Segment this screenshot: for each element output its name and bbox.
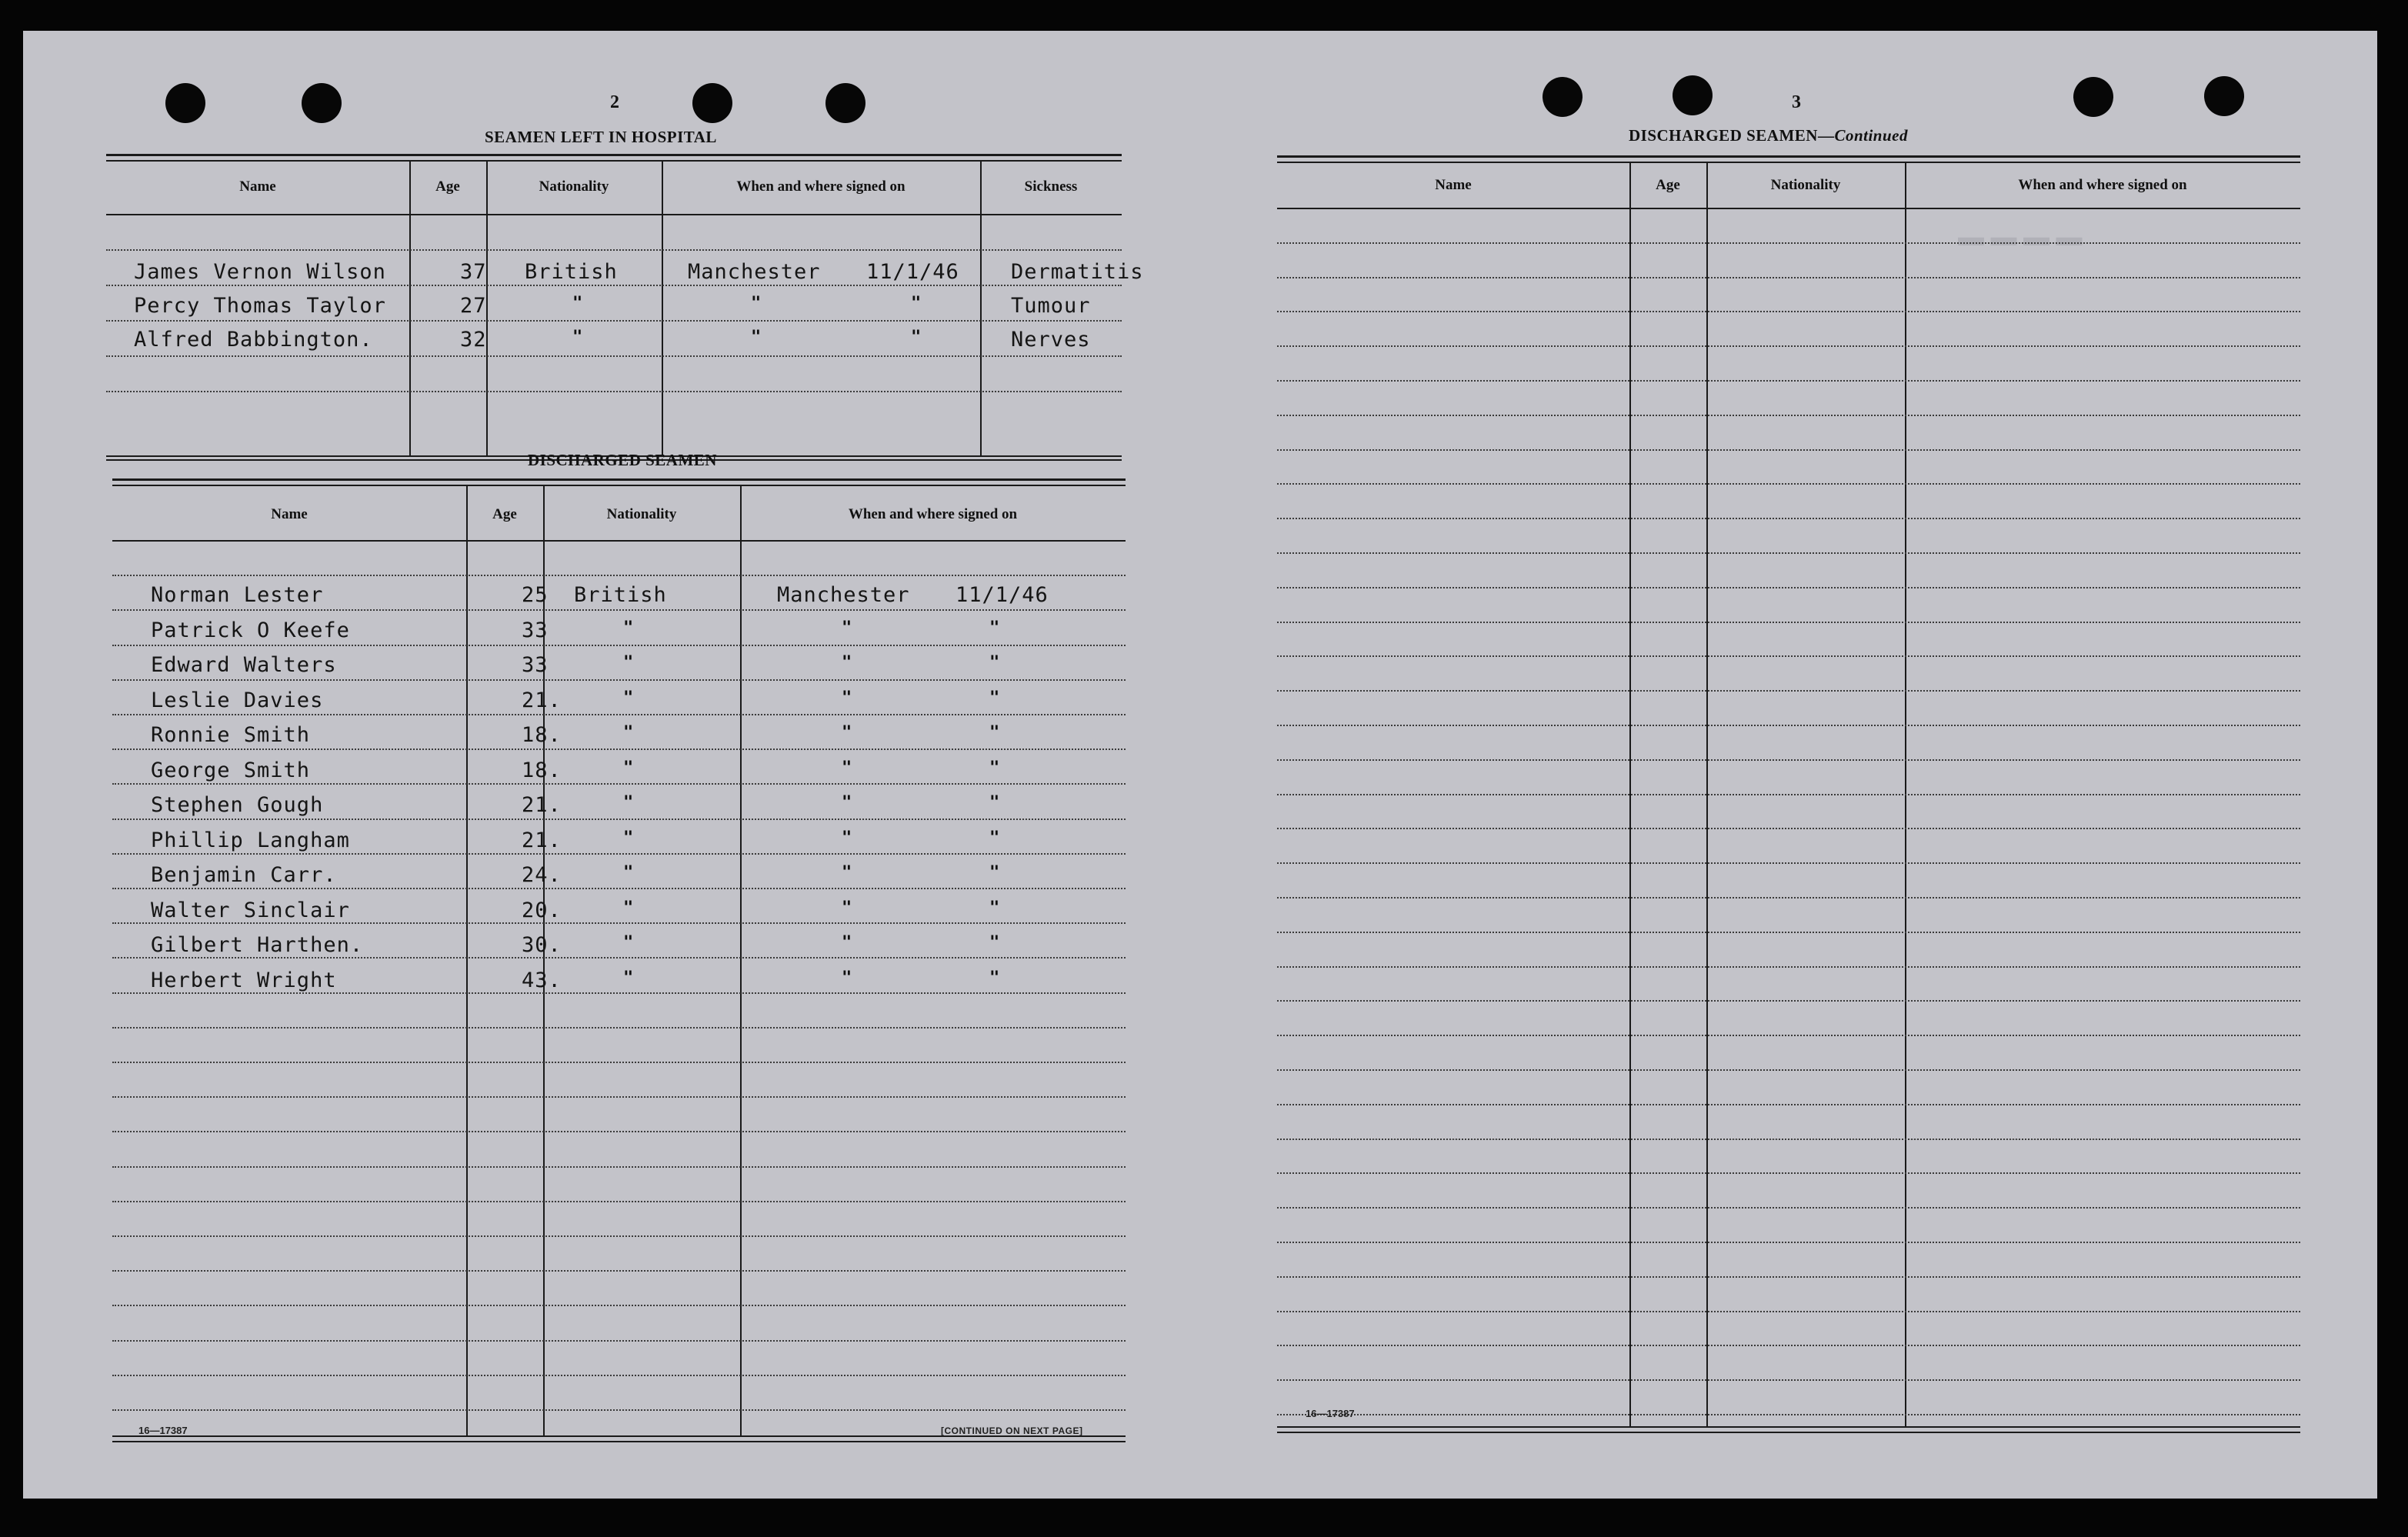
column-header-sickness: Sickness bbox=[1024, 178, 1078, 195]
punch-hole bbox=[2204, 76, 2244, 116]
row-line bbox=[1277, 966, 2300, 968]
row-line bbox=[106, 320, 1122, 322]
seaman-age: 21. bbox=[522, 828, 562, 852]
seaman-nationality: " bbox=[572, 294, 583, 313]
column-header-nationality: Nationality bbox=[539, 178, 609, 195]
row-line bbox=[1277, 932, 2300, 933]
row-line bbox=[1277, 1000, 2300, 1002]
row-line bbox=[112, 1096, 1126, 1098]
page-number: 2 bbox=[610, 92, 619, 112]
continued-note: [CONTINUED ON NEXT PAGE] bbox=[941, 1425, 1083, 1436]
row-line bbox=[1277, 828, 2300, 829]
row-line bbox=[112, 748, 1126, 750]
seaman-name: Stephen Gough bbox=[151, 793, 324, 817]
column-header-signed-on: When and where signed on bbox=[848, 506, 1018, 522]
row-line bbox=[1277, 1139, 2300, 1140]
row-line bbox=[1277, 1172, 2300, 1174]
row-line bbox=[106, 355, 1122, 357]
row-line bbox=[1277, 1035, 2300, 1036]
signed-on-date: 11/1/46 bbox=[866, 260, 959, 284]
seaman-age: 33 bbox=[522, 653, 549, 677]
seaman-name: Gilbert Harthen. bbox=[151, 933, 364, 957]
seaman-age: 21. bbox=[522, 793, 562, 817]
seaman-name: James Vernon Wilson bbox=[134, 260, 386, 284]
seaman-name: Alfred Babbington. bbox=[134, 328, 373, 352]
row-line bbox=[112, 1375, 1126, 1376]
row-line bbox=[1277, 655, 2300, 657]
punch-hole bbox=[1543, 77, 1583, 117]
seaman-nationality: British bbox=[574, 583, 667, 607]
seaman-age: 24. bbox=[522, 863, 562, 887]
punch-hole bbox=[692, 83, 732, 123]
column-divider bbox=[466, 486, 468, 1435]
signed-on-place: " bbox=[751, 294, 762, 313]
seaman-nationality: " bbox=[623, 653, 634, 672]
punch-hole bbox=[1673, 75, 1713, 115]
seaman-name: Leslie Davies bbox=[151, 688, 324, 712]
seaman-nationality: " bbox=[623, 828, 634, 848]
seaman-name: Ronnie Smith bbox=[151, 723, 311, 747]
seaman-nationality: " bbox=[623, 688, 634, 708]
column-header-age: Age bbox=[1656, 177, 1680, 193]
row-line bbox=[112, 1340, 1126, 1342]
left-page bbox=[23, 31, 1219, 1499]
column-header-signed-on: When and where signed on bbox=[2018, 177, 2187, 193]
column-header-name: Name bbox=[271, 506, 308, 522]
signed-on-place: " bbox=[842, 688, 852, 708]
seaman-name: Herbert Wright bbox=[151, 968, 337, 992]
row-line bbox=[112, 1235, 1126, 1237]
hospital-table bbox=[106, 154, 1144, 462]
row-line bbox=[1277, 552, 2300, 554]
seaman-nationality: " bbox=[623, 898, 634, 918]
seaman-nationality: " bbox=[623, 933, 634, 952]
seaman-nationality: " bbox=[623, 723, 634, 742]
row-line bbox=[112, 992, 1126, 994]
row-line bbox=[1277, 1379, 2300, 1381]
signed-on-place: " bbox=[842, 793, 852, 812]
hospital-section-title: SEAMEN LEFT IN HOSPITAL bbox=[485, 128, 717, 146]
seaman-age: 18. bbox=[522, 758, 562, 782]
column-divider bbox=[662, 162, 663, 455]
row-line bbox=[112, 1201, 1126, 1202]
punch-hole bbox=[302, 83, 342, 123]
signed-on-date: " bbox=[989, 968, 1000, 988]
column-header-nationality: Nationality bbox=[606, 506, 677, 522]
seaman-name: George Smith bbox=[151, 758, 311, 782]
punch-hole bbox=[165, 83, 205, 123]
signed-on-date: " bbox=[989, 688, 1000, 708]
row-line bbox=[112, 645, 1126, 646]
row-line bbox=[112, 1062, 1126, 1063]
seaman-name: Edward Walters bbox=[151, 653, 337, 677]
row-line bbox=[1277, 242, 2300, 244]
sickness: Tumour bbox=[1011, 294, 1091, 318]
column-divider bbox=[980, 162, 982, 455]
form-code: 16—17387 bbox=[138, 1425, 188, 1436]
row-line bbox=[1277, 380, 2300, 382]
seaman-age: 32 bbox=[460, 328, 487, 352]
column-divider bbox=[740, 486, 742, 1435]
signed-on-date: " bbox=[989, 828, 1000, 848]
column-header-signed-on: When and where signed on bbox=[736, 178, 906, 195]
column-header-name: Name bbox=[239, 178, 276, 195]
row-line bbox=[112, 819, 1126, 820]
seaman-age: 27 bbox=[460, 294, 487, 318]
signed-on-place: " bbox=[842, 898, 852, 918]
row-line bbox=[1277, 690, 2300, 692]
row-line bbox=[112, 609, 1126, 611]
row-line bbox=[1277, 725, 2300, 726]
row-line bbox=[112, 1270, 1126, 1272]
signed-on-date: " bbox=[989, 898, 1000, 918]
row-line bbox=[106, 391, 1122, 392]
signed-on-place: " bbox=[842, 933, 852, 952]
signed-on-date: " bbox=[989, 933, 1000, 952]
seaman-nationality: " bbox=[572, 328, 583, 347]
seaman-name: Walter Sinclair bbox=[151, 898, 350, 922]
seaman-age: 25 bbox=[522, 583, 549, 607]
row-line bbox=[1277, 483, 2300, 485]
row-line bbox=[1277, 759, 2300, 761]
signed-on-place: " bbox=[842, 828, 852, 848]
table-bottom-rule bbox=[1277, 1426, 2300, 1433]
row-line bbox=[112, 1027, 1126, 1029]
row-line bbox=[112, 1305, 1126, 1306]
signed-on-place: " bbox=[842, 653, 852, 672]
discharged-table bbox=[112, 478, 1126, 1455]
row-line bbox=[112, 714, 1126, 715]
signed-on-date: " bbox=[989, 793, 1000, 812]
row-line bbox=[112, 888, 1126, 889]
signed-on-date: 11/1/46 bbox=[956, 583, 1049, 607]
seaman-age: 30. bbox=[522, 933, 562, 957]
signed-on-place: " bbox=[751, 328, 762, 347]
row-line bbox=[112, 679, 1126, 681]
row-line bbox=[112, 1409, 1126, 1411]
signed-on-place: " bbox=[842, 758, 852, 778]
seaman-nationality: " bbox=[623, 758, 634, 778]
column-header-age: Age bbox=[492, 506, 517, 522]
row-line bbox=[1277, 449, 2300, 451]
row-line bbox=[112, 575, 1126, 576]
discharged-continued-table bbox=[1277, 155, 2300, 1432]
seaman-age: 43. bbox=[522, 968, 562, 992]
row-line bbox=[1277, 1276, 2300, 1278]
seaman-name: Patrick O Keefe bbox=[151, 618, 350, 642]
row-line bbox=[1277, 862, 2300, 864]
column-header-name: Name bbox=[1435, 177, 1472, 193]
seaman-name: Percy Thomas Taylor bbox=[134, 294, 386, 318]
row-line bbox=[1277, 1311, 2300, 1312]
form-code: 16—17387 bbox=[1306, 1408, 1355, 1419]
discharged-continued-title: DISCHARGED SEAMEN—Continued bbox=[1629, 126, 1908, 145]
seaman-name: Norman Lester bbox=[151, 583, 324, 607]
row-line bbox=[1277, 1414, 2300, 1415]
signed-on-place: " bbox=[842, 618, 852, 638]
seaman-age: 18. bbox=[522, 723, 562, 747]
row-line bbox=[112, 957, 1126, 959]
signed-on-place: Manchester bbox=[688, 260, 821, 284]
sickness: Nerves bbox=[1011, 328, 1091, 352]
row-line bbox=[1277, 1242, 2300, 1243]
row-line bbox=[106, 249, 1122, 251]
row-line bbox=[1277, 345, 2300, 347]
row-line bbox=[1277, 277, 2300, 278]
row-line bbox=[1277, 794, 2300, 795]
row-line bbox=[112, 922, 1126, 924]
discharged-section-title: DISCHARGED SEAMEN bbox=[528, 451, 717, 469]
row-line bbox=[1277, 897, 2300, 899]
column-header-nationality: Nationality bbox=[1770, 177, 1841, 193]
signed-on-date: " bbox=[911, 328, 922, 347]
seaman-age: 33 bbox=[522, 618, 549, 642]
seaman-name: Benjamin Carr. bbox=[151, 863, 337, 887]
row-line bbox=[1277, 622, 2300, 623]
seaman-age: 20. bbox=[522, 898, 562, 922]
signed-on-date: " bbox=[911, 294, 922, 313]
signed-on-place: " bbox=[842, 863, 852, 882]
page-number: 3 bbox=[1792, 92, 1801, 112]
row-line bbox=[112, 853, 1126, 855]
signed-on-date: " bbox=[989, 618, 1000, 638]
row-line bbox=[106, 285, 1122, 286]
row-line bbox=[112, 783, 1126, 785]
row-line bbox=[1277, 311, 2300, 312]
column-header-age: Age bbox=[435, 178, 460, 195]
signed-on-place: Manchester bbox=[777, 583, 910, 607]
signed-on-date: " bbox=[989, 723, 1000, 742]
row-line bbox=[1277, 1104, 2300, 1105]
seaman-nationality: " bbox=[623, 863, 634, 882]
row-line bbox=[1277, 1207, 2300, 1209]
seaman-nationality: " bbox=[623, 793, 634, 812]
signed-on-date: " bbox=[989, 653, 1000, 672]
punch-hole bbox=[825, 83, 865, 123]
signed-on-date: " bbox=[989, 758, 1000, 778]
seaman-nationality: British bbox=[525, 260, 618, 284]
seaman-nationality: " bbox=[623, 968, 634, 988]
seaman-name: Phillip Langham bbox=[151, 828, 350, 852]
right-page: ▬ ▬ ▬ ▬ 3 DISCHARGED SEAMEN—Continued Name Age Nationality When and where signed on 16—17387 bbox=[1219, 31, 2377, 1499]
row-line bbox=[1277, 1069, 2300, 1071]
row-line bbox=[112, 1166, 1126, 1168]
signed-on-place: " bbox=[842, 968, 852, 988]
table-bottom-rule bbox=[112, 1435, 1126, 1442]
signed-on-place: " bbox=[842, 723, 852, 742]
row-line bbox=[1277, 415, 2300, 416]
punch-hole bbox=[2073, 77, 2113, 117]
row-line bbox=[1277, 518, 2300, 519]
seaman-nationality: " bbox=[623, 618, 634, 638]
column-divider bbox=[409, 162, 411, 455]
sickness: Dermatitis bbox=[1011, 260, 1144, 284]
row-line bbox=[112, 1131, 1126, 1132]
signed-on-date: " bbox=[989, 863, 1000, 882]
row-line bbox=[1277, 587, 2300, 588]
seaman-age: 21. bbox=[522, 688, 562, 712]
row-line bbox=[1277, 1345, 2300, 1346]
seaman-age: 37 bbox=[460, 260, 487, 284]
